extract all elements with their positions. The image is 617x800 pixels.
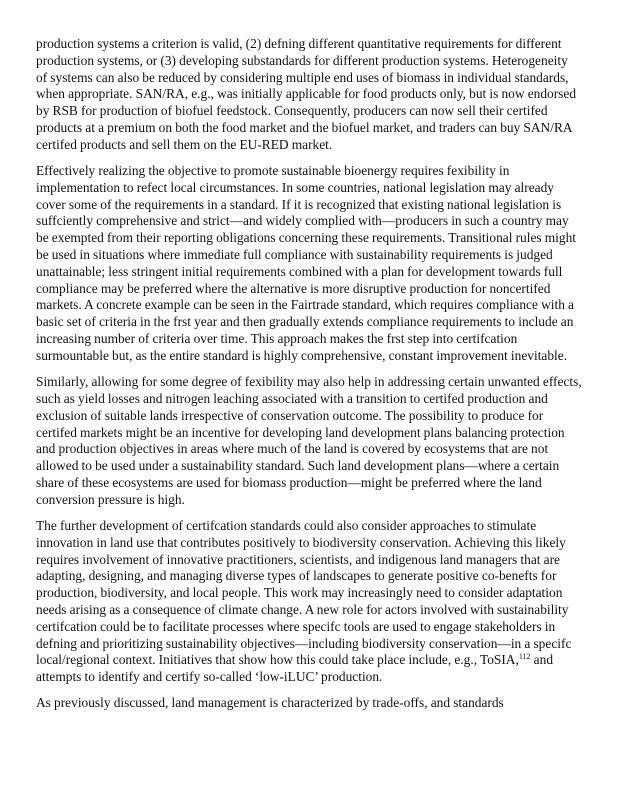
paragraph: Effectively realizing the objective to promote sustainable bioenergy requires fexibility in implementation to refect local circumstances. In some countries, national legislation may already cover some of the requirements in a standard. If it is recognized that existing national legislation is suffciently comprehensive and strict—and widely complied with—producers in such a country may be exempted from their reporting obligations concerning these requirements. Transitional rules might be used in situations where immediate full compliance with sustainability requirements is judged unattainable; less stringent initial requirements combined with a plan for development towards full compliance may be preferred where the alternative is more disruptive production for noncertifed markets. A concrete example can be seen in the Fairtrade standard, which requires compliance with a basic set of criteria in the frst year and then gradually extends compliance requirements to include an increasing number of criteria over time. This approach makes the frst step into certifcation surmountable but, as the entire standard is highly comprehensive, constant improvement inevitable. [36, 163, 576, 363]
document-page [36, 36, 582, 722]
footnote-reference[interactable]: 112 [518, 652, 531, 662]
paragraph-text: The further development of certifcation standards could also consider approaches to stimulate innovation in land use that contributes positively to biodiversity conservation. Achieving this likely requires involvement of innovative practitioners, scientists, and indigenous land managers that are adapting, designing, and managing diverse types of landscapes to generate positive co-benefts for production, biodiversity, and local people. This work may increasingly need to consider adaptation needs arising as a consequence of climate change. A new role for actors involved with sustainability certifcation could be to facilitate processes where specifc tools are used to engage stakeholders in defning and prioritizing sustainability objectives—including biodiversity conservation—in a specifc local/regional context. Initiatives that show how this could take place include, e.g., ToSIA, [36, 518, 572, 668]
paragraph-text: and attempts to identify and certify so-called ‘low-iLUC’ production. [36, 652, 554, 685]
paragraph: As previously discussed, land management is characterized by trade-offs, and standards [36, 695, 504, 711]
paragraph: production systems a criterion is valid, (2) defning different quantitative requirements for different production systems, or (3) developing substandards for different production systems. Heterogeneity of systems can also be reduced by considering multiple end uses of biomass in individual standards, when appropriate. SAN/RA, e.g., was initially applicable for food products only, but is now endorsed by RSB for production of biofuel feedstock. Consequently, producers can now sell their certifed products at a premium on both the food market and the biofuel market, and traders can buy SAN/RA certifed products and sell them on the EU-RED market. [36, 36, 577, 152]
paragraph: Similarly, allowing for some degree of fexibility may also help in addressing certain unwanted effects, such as yield losses and nitrogen leaching associated with a transition to certifed production and exclusion of suitable lands irrespective of conservation outcome. The possibility to produce for certifed markets might be an incentive for developing land development plans balancing protection and production objectives in areas where much of the land is covered by ecosystems that are not allowed to be used under a sustainability standard. Such land development plans—where a certain share of these ecosystems are used for biomass production—might be preferred where the land conversion pressure is high. [36, 374, 582, 507]
paragraph [36, 518, 582, 686]
